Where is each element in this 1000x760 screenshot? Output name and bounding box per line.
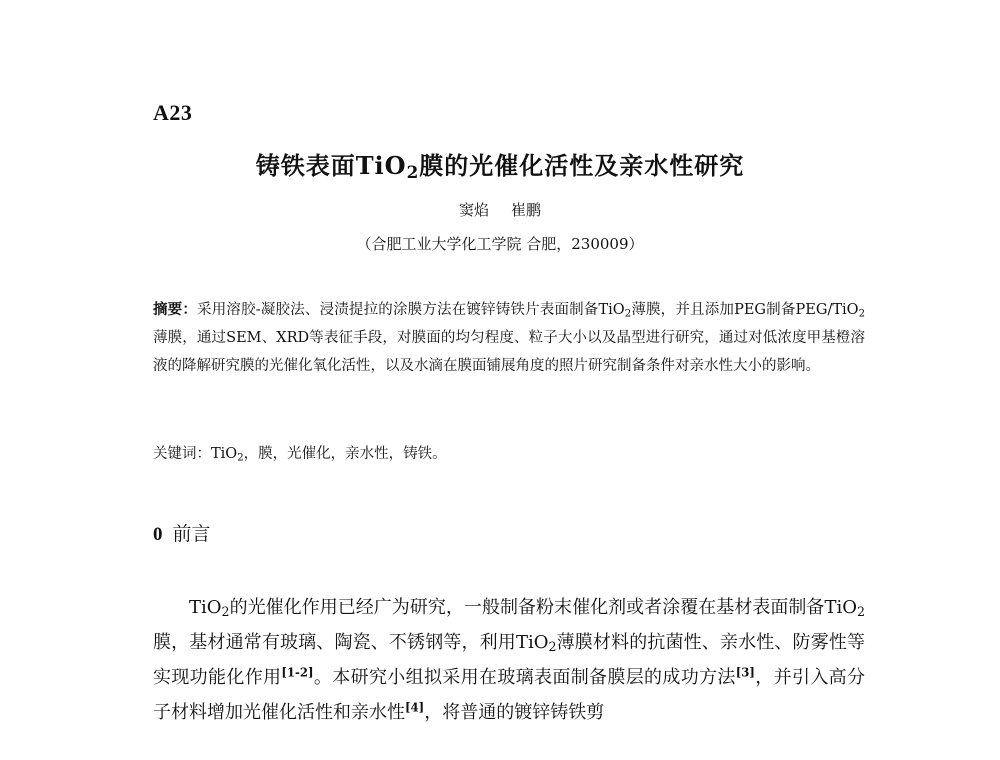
paper-title bbox=[0, 146, 1000, 181]
keywords-label: 关键词： bbox=[153, 446, 211, 462]
section-number: 0 bbox=[153, 524, 163, 545]
intro-subscript: 2 bbox=[221, 604, 230, 620]
abstract-subscript: 2 bbox=[624, 308, 632, 320]
keyword-text: TiO bbox=[211, 446, 238, 462]
abstract-text: 薄膜，通过SEM、XRD等表征手段，对膜面的均匀程度、粒子大小以及晶型进行研究，通过对低浓度甲基橙溶液的降解研究膜的光催化氧化活性，以及水滴在膜面铺展角度的照片研究制备条件对亲水性大小的影响。 bbox=[153, 330, 865, 374]
abstract-subscript: 2 bbox=[858, 308, 866, 320]
abstract-label: 摘要： bbox=[153, 301, 198, 318]
title-subscript: 2 bbox=[406, 162, 420, 183]
author-name: 窦焰 bbox=[458, 201, 489, 219]
intro-text: 薄膜材料的抗菌性、亲水性、防雾性等实现功能化作用 bbox=[153, 632, 865, 688]
affiliation: （合肥工业大学化工学院 合肥，230009） bbox=[356, 235, 644, 253]
citation-ref: [3] bbox=[735, 665, 755, 680]
abstract-text: 采用溶胶-凝胶法、浸渍提拉的涂膜方法在镀锌铸铁片表面制备TiO bbox=[197, 302, 625, 318]
title-part-2: 膜的光催化活性及亲水性研究 bbox=[419, 151, 745, 180]
citation-ref: [1-2] bbox=[281, 665, 314, 680]
intro-text: ，并引入高分子材料增加光催化活性和亲水性 bbox=[153, 667, 866, 723]
intro-section bbox=[153, 590, 865, 730]
keyword-text: ，膜，光催化，亲水性，铸铁。 bbox=[243, 446, 447, 462]
author-name: 崔鹏 bbox=[511, 201, 542, 219]
intro-text: TiO bbox=[189, 597, 222, 618]
section-heading bbox=[153, 519, 211, 546]
intro-text: 膜，基材通常有玻璃、陶瓷、不锈钢等，利用TiO bbox=[153, 632, 549, 653]
section-title: 前言 bbox=[172, 523, 211, 545]
intro-paragraph bbox=[153, 590, 865, 730]
intro-subscript: 2 bbox=[548, 639, 557, 655]
title-part-1: 铸铁表面TiO bbox=[255, 151, 407, 180]
keyword-subscript: 2 bbox=[237, 452, 244, 464]
citation-ref: [4] bbox=[405, 700, 425, 715]
abstract bbox=[153, 296, 865, 380]
intro-text: 。本研究小组拟采用在玻璃表面制备膜层的成功方法 bbox=[313, 667, 736, 688]
abstract-text: 薄膜，并且添加PEG制备PEG/TiO bbox=[631, 302, 859, 318]
paper-code: A23 bbox=[153, 100, 193, 125]
author-list bbox=[0, 199, 1000, 220]
intro-subscript: 2 bbox=[856, 604, 865, 620]
keywords bbox=[153, 442, 865, 466]
intro-text: ，将普通的镀锌铸铁剪 bbox=[424, 702, 605, 723]
intro-text: 的光催化作用已经广为研究，一般制备粉末催化剂或者涂覆在基材表面制备TiO bbox=[229, 597, 857, 618]
